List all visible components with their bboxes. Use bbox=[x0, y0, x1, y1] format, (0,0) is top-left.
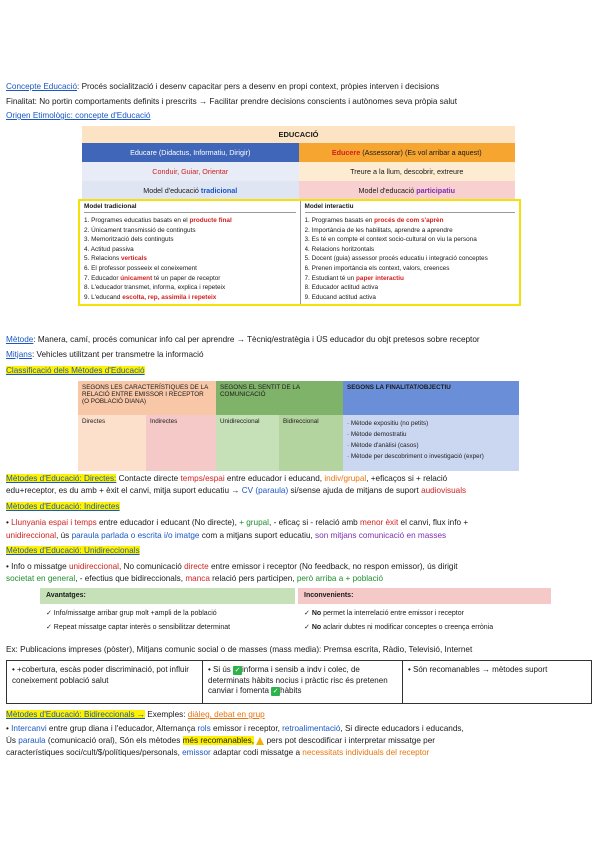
finalitat-line: Finalitat: No portin comportaments definits i prescrits → Facilitar prendre decisions conscients i autònomes seva pròpia salut bbox=[6, 97, 457, 106]
check-icon: ✓ bbox=[234, 667, 241, 674]
text-span: edu+receptor, es du amb + èxit el canvi, mitja suport educatiu → bbox=[6, 486, 242, 495]
text-span: , - efectius que bidireccionals, bbox=[75, 574, 186, 583]
text-span: societat en general bbox=[6, 574, 76, 583]
text-span: indiv/grupal bbox=[324, 474, 367, 483]
model-item bbox=[84, 283, 296, 293]
text-span: audiovisuals bbox=[421, 486, 467, 495]
model-item-part: verticals bbox=[120, 255, 147, 263]
inconvenients-head: Inconvenients: bbox=[298, 588, 551, 604]
text-span: paraula bbox=[18, 736, 46, 745]
text-span: hàbits bbox=[280, 686, 302, 695]
educere-word: Educere bbox=[331, 148, 361, 157]
text-span: , ús bbox=[56, 531, 72, 540]
mitjans-text: : Vehicles utilitzant per transmetre la informació bbox=[31, 350, 204, 359]
text-span: No bbox=[311, 610, 322, 617]
text-span: permet la interrelació entre emissor i receptor bbox=[321, 610, 464, 617]
summary-col-hàbits bbox=[202, 661, 402, 703]
text-span: informa i sensib a indv i colec, de determinats hàbits nocius i pràctic risc és pretenen canviar i fomenta bbox=[208, 665, 388, 695]
bidireccionals-link[interactable]: Mètodes d'Educació: Bidireccionals → bbox=[6, 710, 145, 719]
inconvenient-item bbox=[298, 607, 551, 620]
models-box bbox=[78, 199, 521, 306]
classificacio-line bbox=[6, 366, 594, 376]
concepte-link[interactable]: Concepte Educació bbox=[6, 82, 78, 91]
text-span: Ús bbox=[6, 736, 19, 745]
model-item-part: 3. Es té en compte el context socio-cultural on viu la persona bbox=[304, 236, 477, 244]
text-span: , No comunicació bbox=[119, 562, 185, 571]
text-span: necessitats individuals del receptor bbox=[302, 748, 430, 757]
model-tradicional-cell bbox=[82, 181, 299, 200]
model-item bbox=[84, 216, 296, 226]
unidireccionals-line-2 bbox=[6, 574, 594, 584]
text-span: emissor i receptor, bbox=[210, 724, 283, 733]
model-item-part: 9. Educand actitud activa bbox=[304, 293, 376, 301]
text-span: més recomanables, bbox=[182, 736, 255, 745]
text-span: , - eficaç si - relació amb bbox=[269, 518, 361, 527]
conduir-cell: Conduir, Guiar, Orientar bbox=[82, 162, 299, 181]
bidireccionals-line-2 bbox=[6, 736, 594, 746]
model-item-part: té un paper de receptor bbox=[152, 274, 221, 282]
text-span: el canvi, flux info + bbox=[398, 518, 469, 527]
treure-cell: Treure a la llum, descobrir, extreure bbox=[299, 162, 516, 181]
text-span: aclarir dubtes ni modificar conceptes o creença errònia bbox=[321, 624, 494, 631]
mitjans-link[interactable]: Mitjans bbox=[6, 350, 32, 359]
model-item-part: escolta, rep, assimila i repeteix bbox=[122, 293, 217, 301]
text-span: CV (paraula) bbox=[241, 486, 289, 495]
model-item bbox=[305, 264, 516, 274]
avantatge-item: ✓ Info/missatge arribar grup molt +ampli de la població bbox=[46, 610, 217, 617]
text-span: temps/espai bbox=[180, 474, 225, 483]
model-item-part: 8. L'educador transmet, informa, explica i repeteix bbox=[84, 284, 226, 292]
text-span: retroalimentació bbox=[282, 724, 341, 733]
model-interactiu-col bbox=[300, 201, 520, 304]
text-span: paraula parlada o escrita i/o imatge bbox=[71, 531, 200, 540]
metode-line bbox=[6, 335, 594, 345]
educacio-diagram bbox=[82, 126, 515, 200]
avantatge-item: ✓ Repeat missatge captar interès o sensibilitzar determinat bbox=[46, 624, 231, 631]
text-span: com a mitjans suport educatiu, bbox=[199, 531, 316, 540]
text-span: Exemples: bbox=[145, 710, 188, 719]
text-span: diàleg, debat en grup bbox=[187, 710, 265, 719]
model-participatiu-word: participatiu bbox=[416, 186, 455, 195]
text-span: • bbox=[6, 518, 12, 527]
model-item-part: 8. Educador actitud activa bbox=[304, 284, 379, 292]
model-interactiu-title: Model interactiu bbox=[305, 203, 516, 213]
model-item-part: 7. Educador bbox=[84, 274, 121, 282]
metode-text: : Manera, camí, procés comunicar info cal per aprendre → Tècniq/estratègia i ÚS educador du objt pretesos sobre receptor bbox=[33, 335, 480, 344]
bidireccionals-line-3 bbox=[6, 748, 594, 758]
concepte-line bbox=[6, 82, 594, 92]
metode-link[interactable]: Mètode bbox=[6, 335, 34, 344]
cls-header-sentit: SEGONS EL SENTIT DE LA COMUNICACIÓ bbox=[216, 381, 343, 415]
directes-line-2 bbox=[6, 486, 594, 496]
text-span: entre grup diana i l'educador, Alternança bbox=[46, 724, 198, 733]
directes-link[interactable]: Mètodes d'Educació: Directes: bbox=[6, 474, 117, 483]
model-item-part: 2. Importància de les habilitats, aprendre a aprendre bbox=[304, 226, 453, 234]
classificacio-table bbox=[78, 381, 519, 471]
model-item-part: únicament bbox=[120, 274, 153, 282]
text-span: Llunyania espai i temps bbox=[11, 518, 97, 527]
model-item-part: 3. Memorització dels continguts bbox=[84, 236, 174, 244]
text-span: No bbox=[311, 624, 322, 631]
text-span: ✓ bbox=[304, 610, 312, 617]
text-span: , +eficaços si + relació bbox=[366, 474, 448, 483]
model-tradicional-word: tradicional bbox=[200, 186, 238, 195]
summary-col-recomanables: • Són recomanables → mètodes suport bbox=[402, 661, 591, 703]
cls-finalitat-list bbox=[343, 415, 519, 471]
mitjans-line bbox=[6, 350, 594, 360]
model-item bbox=[305, 293, 516, 303]
model-item-part: 4. Actitud passiva bbox=[84, 245, 134, 253]
model-item bbox=[84, 264, 296, 274]
model-tradicional-col bbox=[80, 201, 300, 304]
model-tradicional-title: Model tradicional bbox=[84, 203, 296, 213]
text-span: Intercanvi bbox=[11, 724, 47, 733]
model-tradicional-list bbox=[84, 216, 296, 302]
model-item-part: 2. Únicament transmissió de continguts bbox=[84, 226, 196, 234]
text-span: entre educador i educant (No directe), bbox=[96, 518, 240, 527]
summary-box bbox=[6, 660, 592, 704]
directes-line-1 bbox=[6, 474, 594, 484]
model-item bbox=[84, 235, 296, 245]
check-icon: ✓ bbox=[272, 688, 279, 695]
cls-finalitat-item: · Mètode per descobriment o investigació (exper) bbox=[347, 453, 484, 460]
model-item bbox=[305, 245, 516, 255]
text-span: • Info o missatge bbox=[6, 562, 69, 571]
text-span: relació pers participen, bbox=[209, 574, 297, 583]
model-item bbox=[305, 254, 516, 264]
indirectes-line-2 bbox=[6, 531, 594, 541]
model-item bbox=[84, 293, 296, 303]
cls-indirectes: Indirectes bbox=[146, 415, 216, 471]
text-span: característiques soci/cult/$/polítiques/personals, bbox=[6, 748, 183, 757]
model-item-part: 4. Relacions horitzontals bbox=[304, 245, 375, 253]
text-span: son mitjans comunicació en masses bbox=[315, 531, 447, 540]
text-span: directe bbox=[184, 562, 209, 571]
text-span: pers pot descodificar i interpretar missatge per bbox=[264, 736, 435, 745]
model-interactiu-list bbox=[305, 216, 516, 302]
bidireccionals-title-line bbox=[6, 710, 594, 720]
model-item bbox=[305, 216, 516, 226]
text-span: manca bbox=[185, 574, 210, 583]
text-span: Contacte directe bbox=[116, 474, 181, 483]
model-item-part: 7. Estudiant té un bbox=[304, 274, 357, 282]
unidireccionals-line-1 bbox=[6, 562, 594, 572]
concepte-text: : Procés socialització i desenv capacitar pers a desenv en propi context, pròpies interven i decisions bbox=[77, 82, 440, 91]
text-span: entre emissor i receptor (No feedback, no respon emissor), ús dirigit bbox=[208, 562, 458, 571]
model-item-part: 6. El professor posseeix el coneixement bbox=[84, 264, 197, 272]
text-span: entre educador i educand, bbox=[224, 474, 325, 483]
indirectes-line-1 bbox=[6, 518, 594, 528]
text-span: • bbox=[6, 724, 12, 733]
indirectes-link[interactable]: Mètodes d'Educació: Indirectes bbox=[6, 502, 120, 511]
model-tradicional-prefix: Model d'educació bbox=[143, 186, 201, 195]
unidireccionals-link[interactable]: Mètodes d'Educació: Unidireccionals bbox=[6, 546, 140, 555]
model-participatiu-cell bbox=[299, 181, 516, 200]
cls-finalitat-item: · Mètode d'anàlisi (casos) bbox=[347, 442, 419, 449]
text-span: unidireccional bbox=[6, 531, 57, 540]
model-item bbox=[305, 283, 516, 293]
model-item-part: 5. Relacions bbox=[84, 255, 121, 263]
classificacio-link[interactable]: Classificació dels Mètodes d'Educació bbox=[6, 366, 145, 375]
text-span: unidireccional bbox=[68, 562, 120, 571]
model-participatiu-prefix: Model d'educació bbox=[358, 186, 417, 195]
cls-finalitat-item: · Mètode demostratiu bbox=[347, 431, 407, 438]
text-span: ✓ bbox=[304, 624, 312, 631]
bidireccionals-line-1 bbox=[6, 724, 594, 734]
text-span: , Si directe educadors i educands, bbox=[340, 724, 464, 733]
indirectes-title-line bbox=[6, 502, 594, 512]
text-span: si/sense ajuda de mitjans de suport bbox=[288, 486, 422, 495]
educacio-title: EDUCACIÓ bbox=[82, 126, 515, 143]
cls-bidireccional: Bidireccional bbox=[279, 415, 343, 471]
text-span: • Si ús bbox=[208, 665, 234, 674]
model-item-part: 6. Prenen importància els context, valors, creences bbox=[304, 264, 450, 272]
model-item-part: 9. L'educand bbox=[84, 293, 123, 301]
inconvenient-item bbox=[298, 621, 551, 634]
educere-rest: (Assessorar) (Es vol arribar a aquest) bbox=[360, 148, 482, 157]
model-item-part: procés de com s'aprèn bbox=[374, 217, 444, 224]
origen-link[interactable]: Origen Etimològic: concepte d'Educació bbox=[6, 111, 151, 120]
text-span: emissor bbox=[182, 748, 211, 757]
text-span: però arriba a + població bbox=[296, 574, 384, 583]
avantatges-head: Avantatges: bbox=[40, 588, 295, 604]
model-item bbox=[305, 226, 516, 236]
text-span: + grupal bbox=[239, 518, 270, 527]
text-span: rols bbox=[197, 724, 211, 733]
summary-col-cobertura: • +cobertura, escàs poder discriminació, pot influir coneixement població salut bbox=[12, 665, 189, 685]
model-item-part: 5. Docent (guia) assessor procés educatiu i integració conceptes bbox=[304, 255, 488, 263]
text-span: menor èxit bbox=[360, 518, 399, 527]
educere-cell bbox=[299, 143, 516, 162]
model-item-part: paper interactiu bbox=[356, 274, 404, 282]
avantatges-table bbox=[40, 588, 551, 638]
text-span: (comunicació oral), Són els mètodes bbox=[45, 736, 183, 745]
educare-cell: Educare (Didactus, Informatiu, Dirigir) bbox=[82, 143, 299, 162]
model-item bbox=[84, 226, 296, 236]
unidireccionals-title-line bbox=[6, 546, 594, 556]
cls-unidireccional: Unidireccional bbox=[216, 415, 279, 471]
cls-directes: Directes bbox=[78, 415, 146, 471]
model-item bbox=[305, 235, 516, 245]
model-item-part: producte final bbox=[189, 217, 232, 224]
cls-finalitat-item: · Mètode expositiu (no petits) bbox=[347, 420, 429, 427]
model-item bbox=[305, 274, 516, 284]
cls-header-relacio: SEGONS LES CARACTERÍSTIQUES DE LA RELACIÓ ENTRE EMISSOR I RECEPTOR (O POBLACIÓ DIANA) bbox=[78, 381, 216, 415]
model-item bbox=[84, 245, 296, 255]
origen-line bbox=[6, 111, 594, 121]
exemples-line: Ex: Publicacions impreses (pòster), Mitjans comunic social o de masses (mass media): Premsa escrita, Ràdio, Televisió, Internet bbox=[6, 645, 473, 654]
model-item bbox=[84, 254, 296, 264]
model-item-part: 1. Programes basats en bbox=[304, 217, 375, 224]
cls-header-finalitat: SEGONS LA FINALITAT/OBJECTIU bbox=[343, 381, 519, 415]
model-item bbox=[84, 274, 296, 284]
text-span: adaptar codi missatge a bbox=[210, 748, 303, 757]
model-item-part: 1. Programes educatius basats en el bbox=[84, 217, 190, 224]
